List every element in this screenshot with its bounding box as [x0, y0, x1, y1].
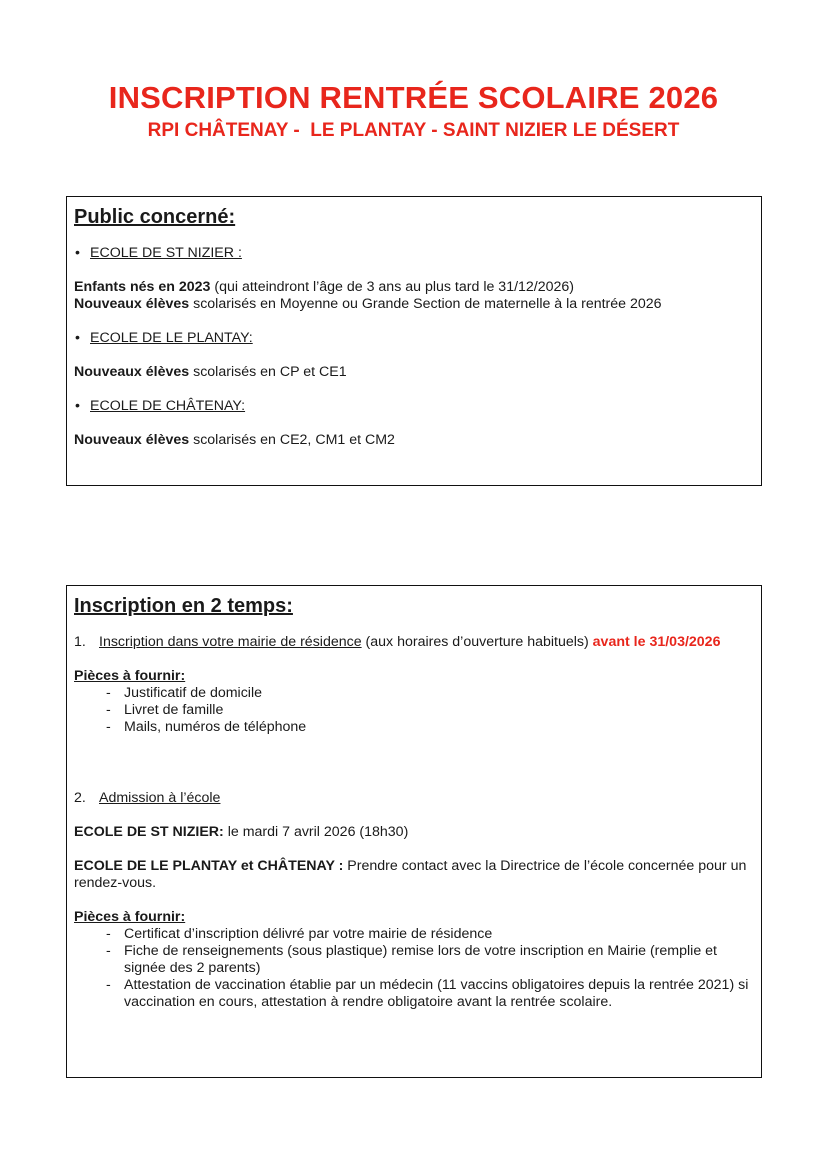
item-text: Livret de famille	[124, 702, 224, 718]
bold-text: ECOLE DE ST NIZIER:	[74, 824, 224, 840]
item-text: Certificat d’inscription délivré par votre mairie de résidence	[124, 926, 493, 942]
st-nizier-details	[74, 279, 754, 313]
dash-icon: -	[106, 977, 111, 993]
step-title: Admission à l’école	[99, 790, 221, 806]
item-text: Justificatif de domicile	[124, 685, 262, 701]
text: (qui atteindront l’âge de 3 ans au plus tard le 31/12/2026)	[210, 279, 575, 295]
bold-text: Enfants nés en 2023	[74, 279, 211, 295]
list-item	[106, 702, 754, 719]
step-number: 2.	[74, 790, 86, 806]
deadline-text: avant le 31/03/2026	[592, 634, 721, 650]
text: Prendre contact avec la Directrice de l’école concernée pour un rendez-vous.	[74, 858, 747, 891]
item-text: Mails, numéros de téléphone	[124, 719, 307, 735]
pieces-list-1	[74, 685, 754, 736]
plantay-chatenay-admission	[74, 858, 754, 892]
bullet-icon: •	[75, 330, 80, 346]
text: scolarisés en CP et CE1	[189, 364, 347, 380]
step-number: 1.	[74, 634, 86, 650]
le-plantay-details	[74, 364, 754, 381]
page-title: INSCRIPTION RENTRÉE SCOLAIRE 2026	[108, 80, 719, 115]
school-item-st-nizier	[74, 245, 754, 262]
list-item	[106, 685, 754, 702]
bold-text: Nouveaux élèves	[74, 296, 190, 312]
step-2	[74, 790, 754, 807]
bold-text: Nouveaux élèves	[74, 364, 190, 380]
public-concerne-box	[66, 196, 762, 486]
step-title: Inscription dans votre mairie de résidence	[99, 634, 362, 650]
text: (aux horaires d’ouverture habituels)	[361, 634, 593, 650]
bold-text: ECOLE DE LE PLANTAY et CHÂTENAY :	[74, 858, 344, 874]
dash-icon: -	[106, 685, 111, 701]
chatenay-details	[74, 432, 754, 449]
school-name: ECOLE DE ST NIZIER :	[90, 245, 242, 261]
dash-icon: -	[106, 926, 111, 942]
dash-icon: -	[106, 719, 111, 735]
step-text	[99, 634, 754, 651]
inscription-heading: Inscription en 2 temps:	[74, 595, 293, 617]
st-nizier-admission	[74, 824, 754, 841]
school-name: ECOLE DE LE PLANTAY:	[90, 330, 253, 346]
school-name: ECOLE DE CHÂTENAY:	[90, 398, 246, 414]
school-item-chatenay	[74, 398, 754, 415]
public-heading: Public concerné:	[74, 206, 236, 228]
pieces-heading-2: Pièces à fournir:	[74, 909, 186, 925]
item-text: Fiche de renseignements (sous plastique) remise lors de votre inscription en Mairie (remplie et signée des 2 parents)	[124, 943, 717, 976]
bullet-icon: •	[75, 245, 80, 261]
pieces-heading-1: Pièces à fournir:	[74, 668, 186, 684]
inscription-box	[66, 585, 762, 1078]
page-subtitle: RPI CHÂTENAY - LE PLANTAY - SAINT NIZIER LE DÉSERT	[147, 120, 680, 141]
dash-icon: -	[106, 702, 111, 718]
list-item	[106, 926, 754, 943]
detail-line	[74, 296, 754, 313]
bullet-icon: •	[75, 398, 80, 414]
list-item	[106, 719, 754, 736]
text: scolarisés en CE2, CM1 et CM2	[189, 432, 395, 448]
text: scolarisés en Moyenne ou Grande Section de maternelle à la rentrée 2026	[189, 296, 662, 312]
dash-icon: -	[106, 943, 111, 959]
step-1	[74, 634, 754, 651]
text: le mardi 7 avril 2026 (18h30)	[223, 824, 409, 840]
list-item	[106, 943, 754, 977]
item-text: Attestation de vaccination établie par un médecin (11 vaccins obligatoires depuis la rentrée 2021) si vaccination en cours, attestation à rendre obligatoire avant la rentrée scolaire.	[124, 977, 749, 1010]
pieces-list-2	[74, 926, 754, 1011]
bold-text: Nouveaux élèves	[74, 432, 190, 448]
detail-line	[74, 279, 754, 296]
list-item	[106, 977, 754, 1011]
school-item-le-plantay	[74, 330, 754, 347]
